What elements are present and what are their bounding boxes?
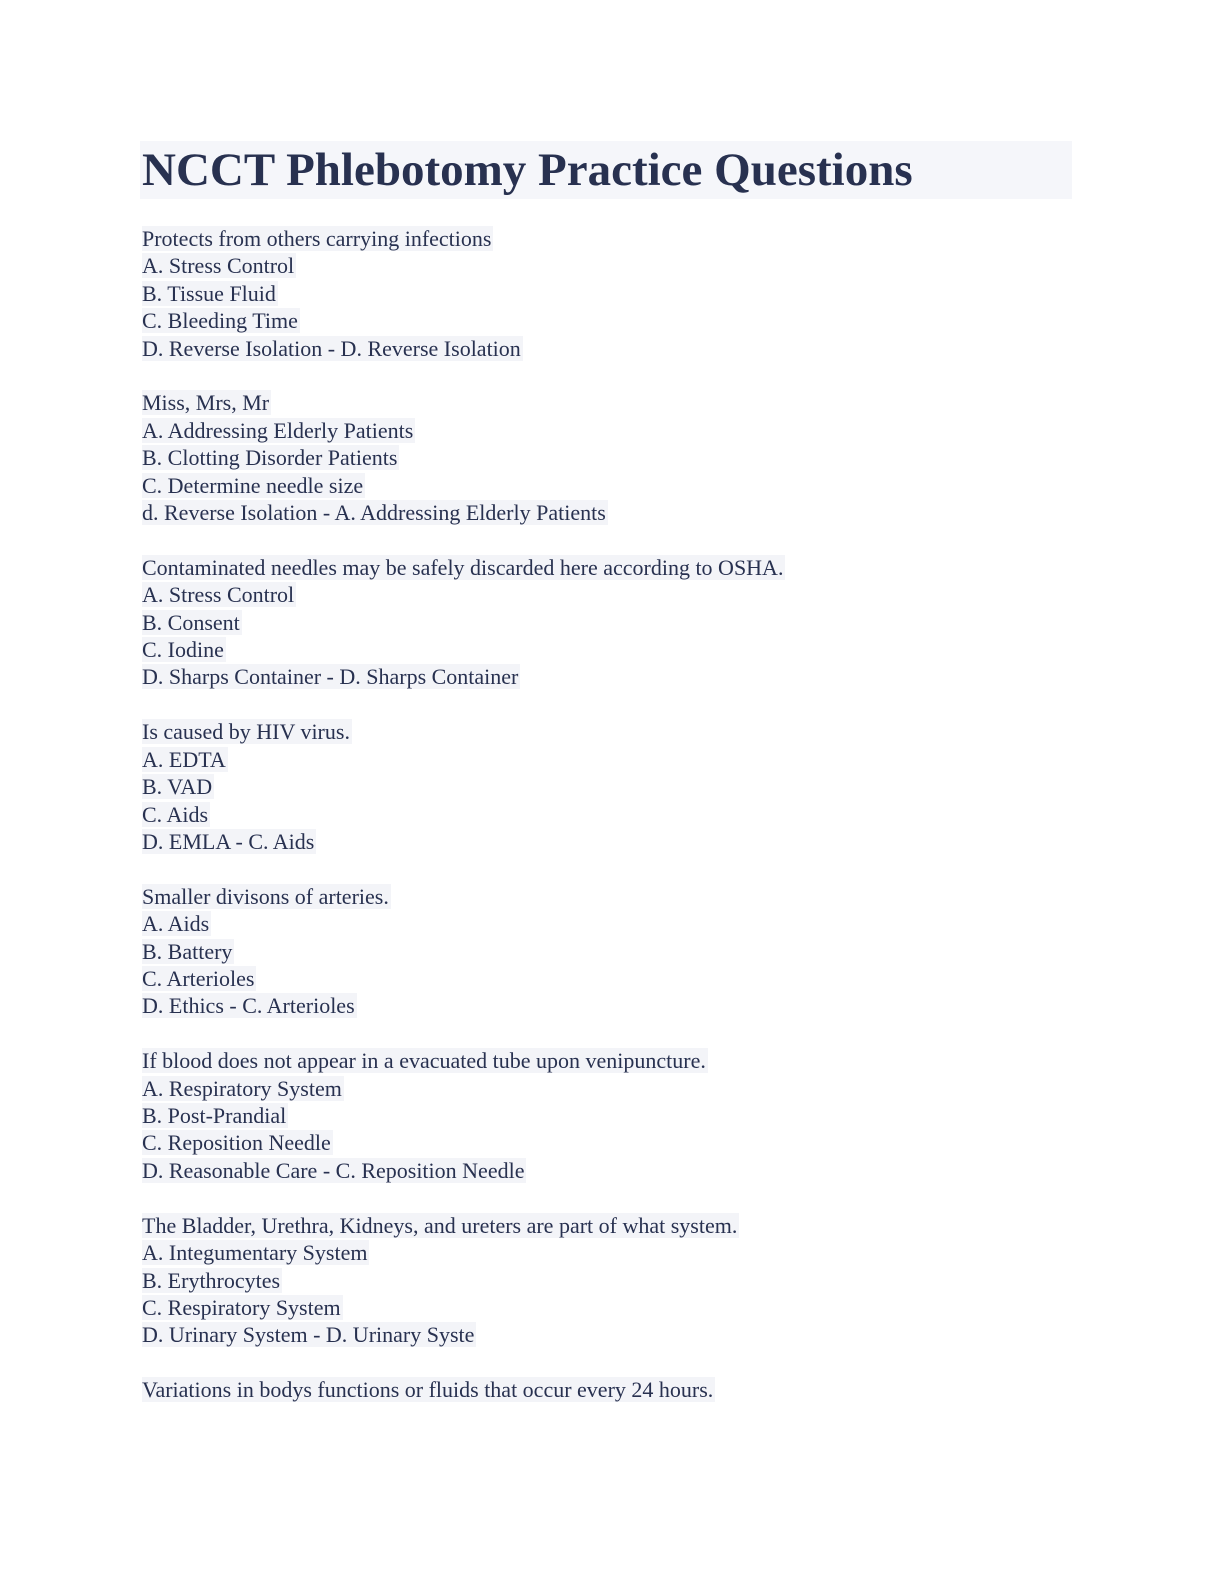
answer-option-line xyxy=(142,828,1082,855)
answer-option: D. Sharps Container - D. Sharps Container xyxy=(142,664,519,690)
answer-option: C. Bleeding Time xyxy=(142,308,298,334)
answer-option-line xyxy=(142,938,1082,965)
answer-option: C. Reposition Needle xyxy=(142,1130,331,1156)
question-block xyxy=(142,1212,1082,1349)
question-prompt-line xyxy=(142,1376,1082,1403)
answer-option: B. Consent xyxy=(142,609,240,635)
answer-option: D. Reasonable Care - C. Reposition Needle xyxy=(142,1157,525,1183)
question-prompt: Miss, Mrs, Mr xyxy=(142,390,270,416)
answer-option-line xyxy=(142,1239,1082,1266)
question-prompt-line xyxy=(142,554,1082,581)
answer-option: A. Aids xyxy=(142,911,210,937)
answer-option: C. Arterioles xyxy=(142,965,255,991)
answer-option-line xyxy=(142,417,1082,444)
answer-option: C. Determine needle size xyxy=(142,472,364,498)
answer-option-line xyxy=(142,499,1082,526)
question-prompt: Contaminated needles may be safely discarded here according to OSHA. xyxy=(142,554,784,580)
answer-option-line xyxy=(142,335,1082,362)
question-prompt-line xyxy=(142,1047,1082,1074)
answer-option-line xyxy=(142,1294,1082,1321)
question-list xyxy=(142,225,1082,1404)
answer-option-line xyxy=(142,992,1082,1019)
answer-option-line xyxy=(142,773,1082,800)
answer-option-line xyxy=(142,801,1082,828)
question-prompt: Smaller divisons of arteries. xyxy=(142,883,389,909)
answer-option-line xyxy=(142,252,1082,279)
title-bar xyxy=(140,141,1072,199)
question-prompt-line xyxy=(142,718,1082,745)
question-block xyxy=(142,554,1082,691)
answer-option: B. Tissue Fluid xyxy=(142,280,276,306)
answer-option-line xyxy=(142,444,1082,471)
answer-option: D. Urinary System - D. Urinary Syste xyxy=(142,1322,475,1348)
question-prompt-line xyxy=(142,225,1082,252)
answer-option-line xyxy=(142,1267,1082,1294)
answer-option: d. Reverse Isolation - A. Addressing Elderly Patients xyxy=(142,500,606,526)
answer-option: C. Respiratory System xyxy=(142,1294,341,1320)
answer-option-line xyxy=(142,1075,1082,1102)
answer-option-line xyxy=(142,1157,1082,1184)
answer-option-line xyxy=(142,1321,1082,1348)
answer-option-line xyxy=(142,636,1082,663)
answer-option: D. Reverse Isolation - D. Reverse Isolation xyxy=(142,335,521,361)
answer-option: B. Erythrocytes xyxy=(142,1267,281,1293)
question-prompt: Is caused by HIV virus. xyxy=(142,719,350,745)
answer-option: A. Stress Control xyxy=(142,582,295,608)
answer-option-line xyxy=(142,307,1082,334)
answer-option: A. Addressing Elderly Patients xyxy=(142,417,414,443)
question-prompt: If blood does not appear in a evacuated tube upon venipuncture. xyxy=(142,1048,706,1074)
question-prompt-line xyxy=(142,389,1082,416)
answer-option-line xyxy=(142,472,1082,499)
answer-option: C. Iodine xyxy=(142,637,224,663)
answer-option: A. Stress Control xyxy=(142,253,295,279)
question-block xyxy=(142,1047,1082,1184)
answer-option-line xyxy=(142,910,1082,937)
answer-option-line xyxy=(142,1102,1082,1129)
answer-option: D. EMLA - C. Aids xyxy=(142,828,315,854)
document-page xyxy=(142,141,1082,1431)
answer-option-line xyxy=(142,1129,1082,1156)
question-prompt-line xyxy=(142,1212,1082,1239)
question-prompt: The Bladder, Urethra, Kidneys, and ureters are part of what system. xyxy=(142,1212,738,1238)
answer-option: B. Clotting Disorder Patients xyxy=(142,445,398,471)
answer-option: B. Battery xyxy=(142,938,233,964)
answer-option: B. VAD xyxy=(142,774,213,800)
answer-option: A. EDTA xyxy=(142,746,226,772)
answer-option: D. Ethics - C. Arterioles xyxy=(142,993,355,1019)
answer-option: C. Aids xyxy=(142,801,209,827)
question-prompt: Variations in bodys functions or fluids that occur every 24 hours. xyxy=(142,1377,714,1403)
answer-option-line xyxy=(142,663,1082,690)
question-prompt-line xyxy=(142,883,1082,910)
answer-option: A. Respiratory System xyxy=(142,1075,342,1101)
question-block xyxy=(142,718,1082,855)
answer-option: B. Post-Prandial xyxy=(142,1103,287,1129)
question-block xyxy=(142,1376,1082,1403)
answer-option-line xyxy=(142,280,1082,307)
answer-option-line xyxy=(142,609,1082,636)
answer-option-line xyxy=(142,581,1082,608)
question-block xyxy=(142,883,1082,1020)
page-title: NCCT Phlebotomy Practice Questions xyxy=(142,144,913,196)
answer-option: A. Integumentary System xyxy=(142,1240,368,1266)
answer-option-line xyxy=(142,965,1082,992)
answer-option-line xyxy=(142,746,1082,773)
question-prompt: Protects from others carrying infections xyxy=(142,226,492,251)
question-block xyxy=(142,225,1082,362)
question-block xyxy=(142,389,1082,526)
